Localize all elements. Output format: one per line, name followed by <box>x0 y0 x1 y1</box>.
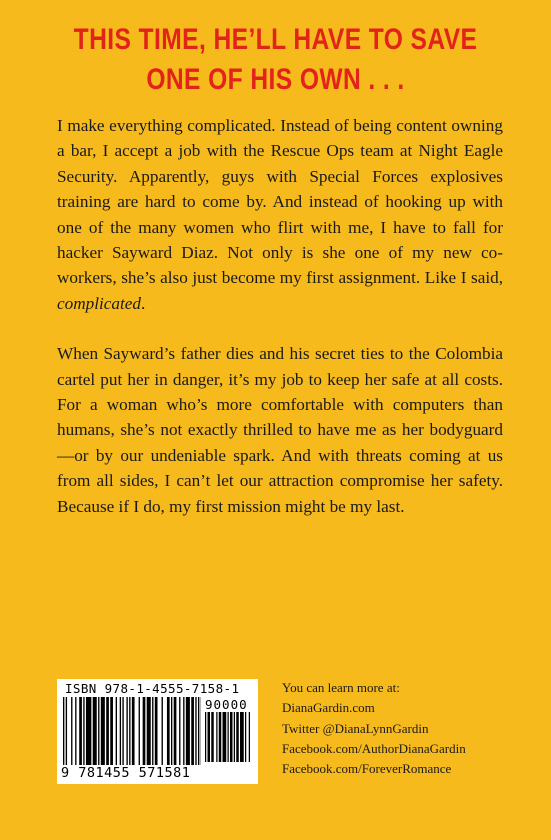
author-website-link[interactable]: DianaGardin.com <box>282 700 375 716</box>
publisher-facebook-link[interactable]: Facebook.com/ForeverRomance <box>282 761 452 777</box>
isbn-barcode <box>57 679 258 784</box>
price-code: 90000 <box>205 697 248 712</box>
price-code-bars <box>205 712 253 767</box>
headline-line-2: ONE OF HIS OWN . . . <box>146 63 405 96</box>
synopsis-paragraph-1-end: . <box>141 293 146 313</box>
synopsis-paragraph-1 <box>57 113 503 316</box>
author-info-intro: You can learn more at: <box>282 680 400 695</box>
author-twitter-link[interactable]: Twitter @DianaLynnGardin <box>282 720 429 736</box>
isbn-label: ISBN 978-1-4555-7158-1 <box>65 681 240 696</box>
synopsis-paragraph-1-text: I make everything complicated. Instead of being content owning a bar, I accept a job with the Rescue Ops team at Night Eagle Security. Apparently, guys with Special Forces explosives training are hard to come by. And instead of hooking up with one of the many women who flirt with me, I have to fall for hacker Sayward Diaz. Not only is she one of my new co-workers, she’s also just become my first assignment. Like I said, <box>57 116 503 288</box>
headline-line-1: THIS TIME, HE’LL HAVE TO SAVE <box>73 23 478 56</box>
author-info <box>282 678 532 779</box>
synopsis <box>57 113 503 544</box>
author-facebook-link[interactable]: Facebook.com/AuthorDianaGardin <box>282 740 466 756</box>
synopsis-emphasis: complicated <box>57 293 141 313</box>
synopsis-paragraph-2: When Sayward’s father dies and his secret ties to the Colombia cartel put her in danger, it’s my job to keep her safe at all costs. For a woman who’s more comfortable with computers than humans, she’s not exactly thrilled to have me as her bodyguard—or by our undeniable spark. And with threats coming at us from all sides, I can’t let our attraction compromise her safety. Because if I do, my first mission might be my last. <box>57 344 503 516</box>
headline <box>50 20 502 100</box>
barcode-bars <box>63 697 201 767</box>
ean-digits: 9 781455 571581 <box>61 765 191 781</box>
